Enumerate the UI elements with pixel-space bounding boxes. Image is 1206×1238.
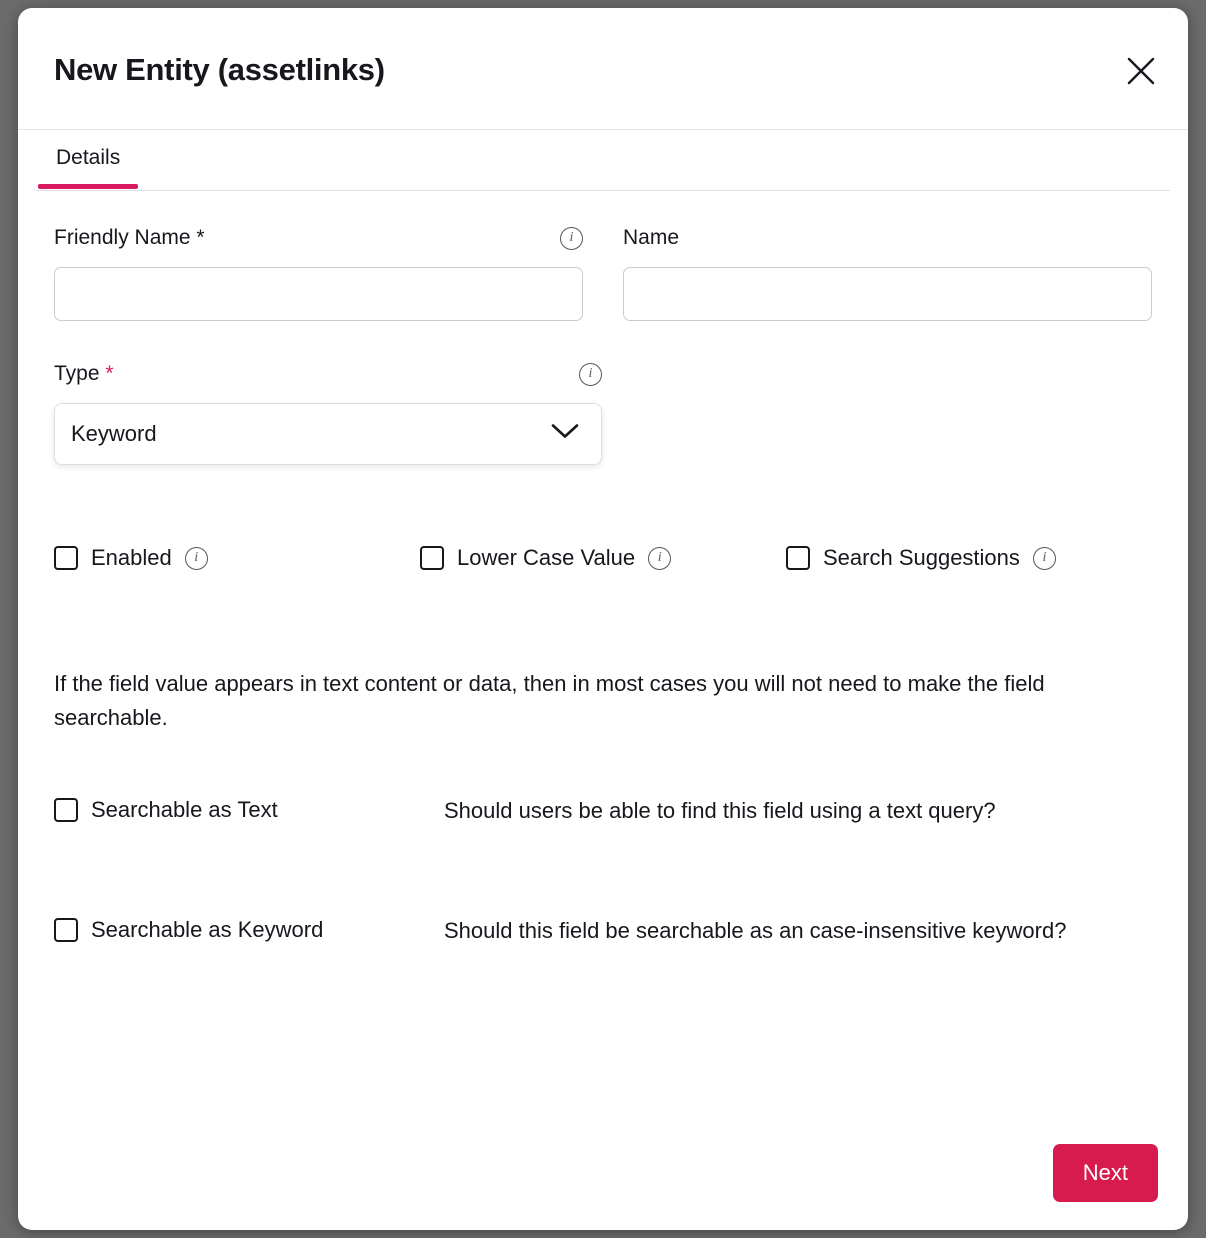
searchable-as-keyword-label: Searchable as Keyword [91,917,324,943]
searchable-as-text-label: Searchable as Text [91,797,278,823]
info-icon[interactable]: i [1033,547,1056,570]
name-label: Name [623,226,680,249]
searchable-as-keyword-row [54,915,1152,947]
name-fields-row [54,223,1152,321]
option-checkbox-row [54,545,1152,571]
searchable-as-text-row [54,795,1152,827]
lower-case-value-label: Lower Case Value [457,545,636,570]
enabled-label: Enabled [91,545,172,570]
tab-details[interactable]: Details [56,146,120,188]
info-icon[interactable]: i [185,547,208,570]
name-group [623,223,1152,321]
checkbox-enabled[interactable] [54,545,420,571]
search-suggestions-label: Search Suggestions [823,545,1020,570]
name-input[interactable] [623,267,1152,321]
friendly-name-group [54,223,583,321]
searchable-as-text-description: Should users be able to find this field using a text query? [444,798,996,824]
friendly-name-label: Friendly Name * [54,226,205,249]
type-group [54,359,602,465]
dialog-header [18,8,1188,130]
close-icon[interactable] [1124,54,1158,88]
info-icon[interactable]: i [648,547,671,570]
next-button[interactable]: Next [1053,1144,1158,1202]
checkbox-lower-case-value[interactable] [420,545,786,571]
friendly-name-input[interactable] [54,267,583,321]
dialog-footer [1053,1144,1158,1202]
type-select[interactable] [54,403,602,465]
type-required-mark: * [105,362,114,385]
type-label [54,362,114,386]
page-title: New Entity (assetlinks) [54,52,385,87]
searchable-as-keyword-checkbox[interactable] [54,918,78,942]
lower-case-value-checkbox[interactable] [420,546,444,570]
enabled-checkbox[interactable] [54,546,78,570]
searchable-hint: If the field value appears in text content or data, then in most cases you will not need to make the field searchable. [54,671,1045,731]
new-entity-dialog [18,8,1188,1230]
tab-bar [36,130,1170,191]
searchable-as-keyword-description: Should this field be searchable as an case-insensitive keyword? [444,918,1067,944]
type-label-text: Type [54,362,100,385]
checkbox-search-suggestions[interactable] [786,545,1152,571]
type-select-value: Keyword [71,421,157,446]
search-suggestions-checkbox[interactable] [786,546,810,570]
info-icon[interactable]: i [560,227,583,250]
type-row [54,359,1152,465]
info-icon[interactable]: i [579,363,602,386]
form-area [18,223,1188,947]
searchable-as-text-checkbox[interactable] [54,798,78,822]
